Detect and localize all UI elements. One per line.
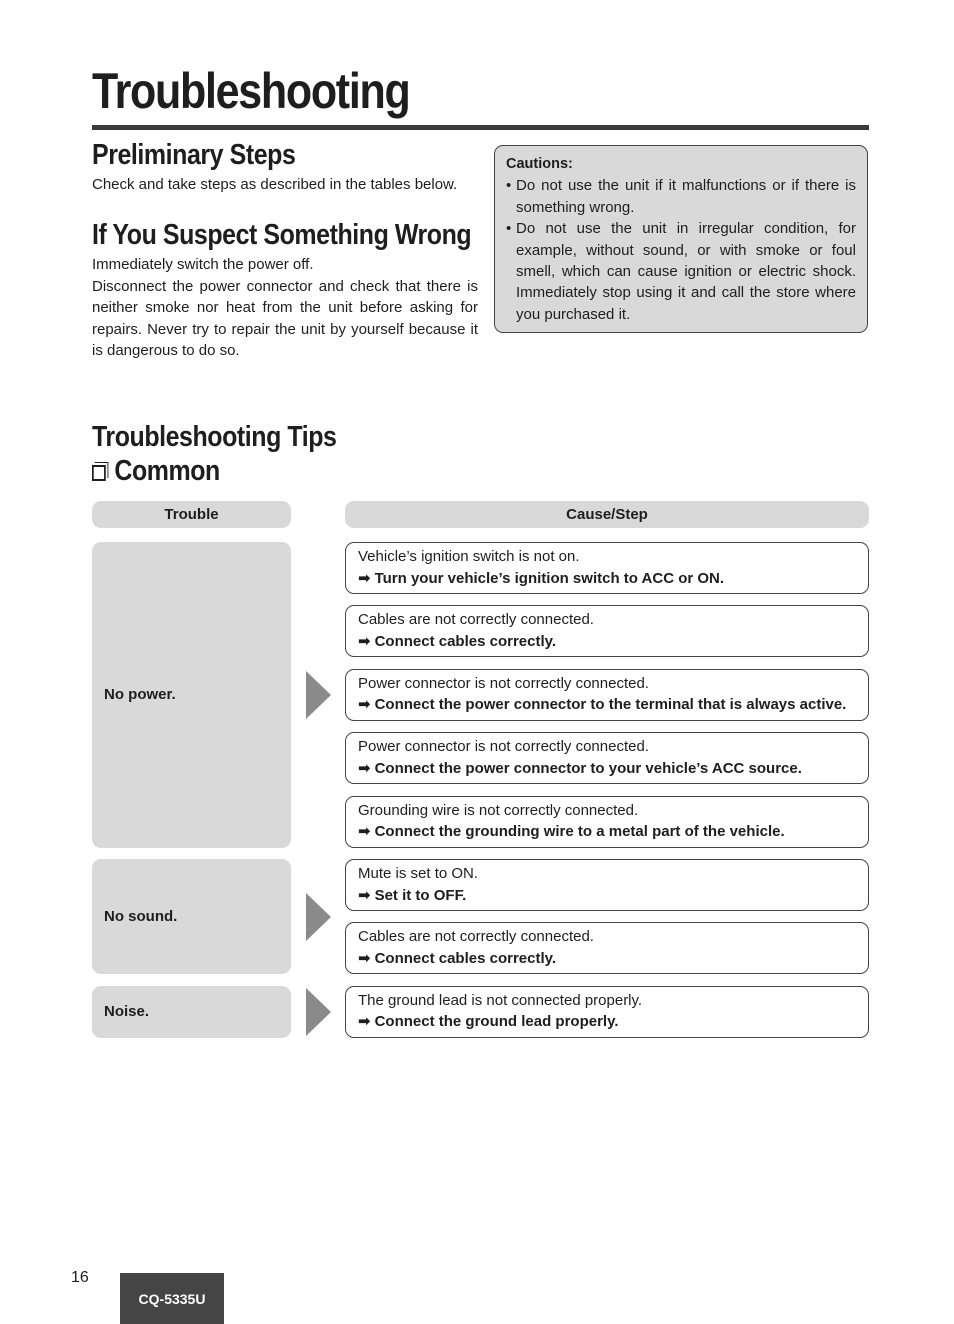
cautions-box: [494, 145, 868, 333]
step-text: Connect the grounding wire to a metal part of the vehicle.: [374, 823, 785, 841]
cautions-title: Cautions:: [506, 156, 573, 172]
step-text: Connect the power connector to the terminal that is always active.: [374, 696, 847, 714]
step-line: [358, 694, 868, 716]
cause-cell: [345, 605, 869, 657]
cautions-list: [506, 175, 856, 325]
common-heading: [92, 455, 220, 488]
step-text: Connect cables correctly.: [374, 949, 557, 967]
title-rule: [92, 125, 869, 130]
page-title: Troubleshooting: [92, 63, 410, 119]
suspect-heading: If You Suspect Something Wrong: [92, 219, 472, 251]
cause-text: Power connector is not correctly connected.: [358, 674, 649, 692]
right-arrow-icon: ➡: [358, 823, 371, 841]
right-arrow-icon: ➡: [358, 632, 371, 650]
step-text: Connect the ground lead properly.: [374, 1013, 619, 1031]
cause-text: Power connector is not correctly connected.: [358, 738, 649, 756]
model-tab: CQ-5335U: [120, 1273, 224, 1324]
preliminary-text: [92, 174, 478, 196]
cause-text: Cables are not correctly connected.: [358, 611, 594, 629]
suspect-text: [92, 254, 478, 362]
step-text: Connect the power connector to your vehicle’s ACC source.: [374, 759, 802, 777]
caution-item: • Do not use the unit if it malfunctions or if there is something wrong.: [506, 175, 856, 218]
cause-text: The ground lead is not connected properly.: [358, 991, 643, 1009]
step-text: Set it to OFF.: [374, 886, 467, 904]
right-arrow-icon: ➡: [358, 949, 371, 967]
cause-cell: [345, 986, 869, 1038]
cause-cell: [345, 796, 869, 848]
cause-cell: [345, 542, 869, 594]
cause-cell: [345, 732, 869, 784]
step-line: [358, 885, 868, 907]
step-line: [358, 1011, 868, 1033]
common-heading-label: Common: [114, 455, 220, 487]
square-bullet-icon: [92, 465, 106, 481]
step-line: [358, 568, 868, 590]
preliminary-paragraph: Check and take steps as described in the tables below.: [92, 176, 458, 193]
cause-text: Mute is set to ON.: [358, 865, 479, 882]
step-line: [358, 948, 868, 970]
cause-cell: [345, 859, 869, 911]
trouble-column-header: Trouble: [92, 501, 291, 528]
pointer-arrow-icon: [306, 893, 331, 941]
cause-cell: [345, 669, 869, 721]
suspect-line-1: Immediately switch the power off.: [92, 256, 314, 273]
step-text: Connect cables correctly.: [374, 632, 557, 650]
suspect-line-2: Disconnect the power connector and check that there is neither smoke nor heat from the unit before asking for repairs. Never try to repair the unit by yourself because it is dangerous to do so.: [92, 277, 478, 359]
right-arrow-icon: ➡: [358, 696, 371, 714]
right-arrow-icon: ➡: [358, 1013, 371, 1031]
step-line: [358, 758, 868, 780]
right-arrow-icon: ➡: [358, 886, 371, 904]
trouble-cell: [92, 859, 291, 974]
trouble-label: No power.: [104, 686, 176, 704]
cause-cell: [345, 922, 869, 974]
cause-text: Vehicle’s ignition switch is not on.: [358, 548, 580, 565]
pointer-arrow-icon: [306, 988, 331, 1036]
step-line: [358, 631, 868, 653]
trouble-label: Noise.: [104, 1003, 150, 1021]
trouble-cell: [92, 542, 291, 848]
tips-heading: Troubleshooting Tips: [92, 421, 337, 453]
trouble-cell: [92, 986, 291, 1038]
right-arrow-icon: ➡: [358, 569, 371, 587]
step-text: Turn your vehicle’s ignition switch to ACC or ON.: [374, 569, 725, 587]
cause-text: Grounding wire is not correctly connected.: [358, 801, 639, 819]
trouble-label: No sound.: [104, 908, 178, 926]
cause-text: Cables are not correctly connected.: [358, 928, 594, 946]
step-line: [358, 821, 868, 843]
pointer-arrow-icon: [306, 671, 331, 719]
preliminary-heading: Preliminary Steps: [92, 139, 296, 171]
right-arrow-icon: ➡: [358, 759, 371, 777]
cause-column-header: Cause/Step: [345, 501, 869, 528]
page-number: 16: [71, 1269, 89, 1286]
caution-item: • Do not use the unit in irregular condition, for example, without sound, or with smoke or foul smell, which can cause ignition or electric shock. Immediately stop using it and call the store where you purchased it.: [506, 218, 856, 325]
